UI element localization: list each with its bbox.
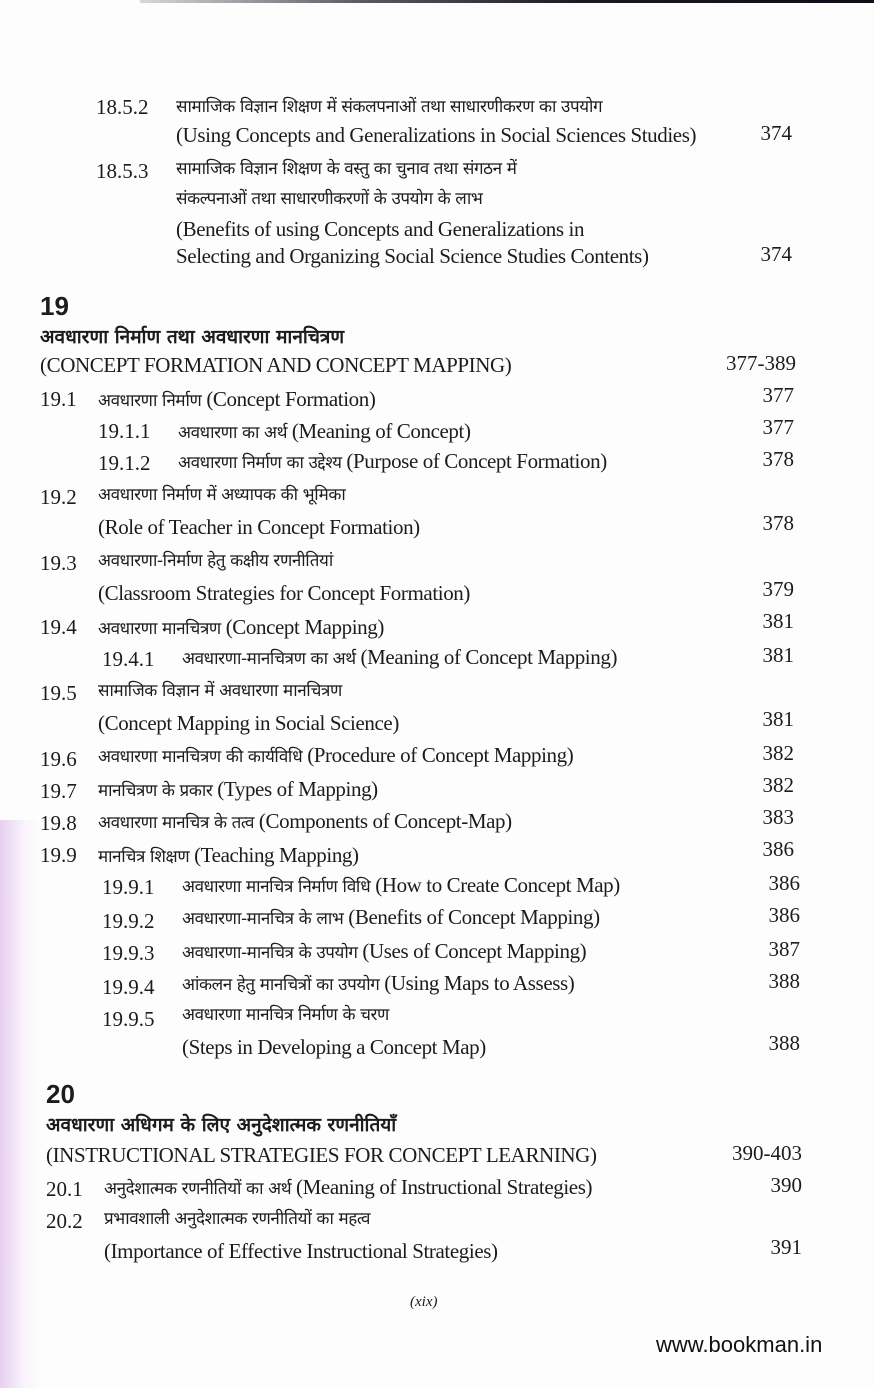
- entry-page: 386: [768, 871, 800, 895]
- entry-number: 19.9.4: [102, 975, 155, 999]
- entry-title-hindi-cont: संकल्पनाओं तथा साधारणीकरणों के उपयोग के लाभ: [176, 189, 483, 209]
- entry-title-hindi: अवधारणा-मानचित्र के उपयोग: [182, 943, 358, 963]
- chapter-number: 20: [46, 1079, 75, 1109]
- entry-title: [98, 614, 384, 642]
- entry-title: [182, 970, 574, 998]
- entry-number: 19.9.2: [102, 909, 155, 933]
- entry-title-english: (Purpose of Concept Formation): [346, 449, 607, 473]
- entry-title-english: (Using Concepts and Generalizations in Social Sciences Studies): [176, 123, 697, 147]
- entry-title-hindi: अनुदेशात्मक रणनीतियों का अर्थ: [104, 1179, 292, 1199]
- entry-page: 379: [762, 577, 794, 601]
- entry-number: 19.4.1: [102, 647, 155, 671]
- entry-title-english: (Classroom Strategies for Concept Formation): [98, 581, 470, 605]
- entry-title-english: (How to Create Concept Map): [375, 873, 620, 897]
- entry-title-hindi: सामाजिक विज्ञान शिक्षण में संकलपनाओं तथा साधारणीकरण का उपयोग: [176, 97, 603, 117]
- entry-title: [182, 904, 600, 932]
- page-number: (xix): [410, 1294, 438, 1310]
- entry-number: 19.9.3: [102, 941, 155, 965]
- entry-number: 19.9.5: [102, 1007, 155, 1031]
- entry-number: 19.9.1: [102, 875, 155, 899]
- chapter-title-hindi: अवधारणा अधिगम के लिए अनुदेशात्मक रणनीतियाँ: [46, 1114, 397, 1136]
- page-edge-shadow: [140, 0, 874, 3]
- entry-number: 19.7: [40, 779, 77, 803]
- entry-title-hindi: अवधारणा मानचित्र के तत्व: [98, 813, 255, 833]
- entry-title-english: (Steps in Developing a Concept Map): [182, 1035, 486, 1059]
- entry-title-english: (Uses of Concept Mapping): [362, 939, 587, 963]
- entry-number: 18.5.3: [96, 159, 149, 183]
- entry-title: [178, 448, 607, 476]
- entry-title-hindi: मानचित्र शिक्षण: [98, 847, 190, 867]
- entry-title-hindi: मानचित्रण के प्रकार: [98, 781, 213, 801]
- entry-page: 377: [762, 383, 794, 407]
- entry-title-hindi: सामाजिक विज्ञान में अवधारणा मानचित्रण: [98, 681, 342, 701]
- entry-page: 386: [762, 837, 794, 861]
- entry-number: 19.9: [40, 843, 77, 867]
- entry-title-english: (Importance of Effective Instructional Strategies): [104, 1239, 498, 1263]
- entry-title-hindi: अवधारणा निर्माण में अध्यापक की भूमिका: [98, 485, 346, 505]
- entry-title-hindi: अवधारणा-निर्माण हेतु कक्षीय रणनीतियां: [98, 551, 333, 571]
- entry-title: [98, 808, 512, 836]
- entry-title-english: (Meaning of Concept Mapping): [360, 645, 618, 669]
- entry-title: [182, 644, 617, 672]
- entry-title-english: (Benefits of Concept Mapping): [348, 905, 600, 929]
- entry-page: 381: [762, 707, 794, 731]
- chapter-title-hindi: अवधारणा निर्माण तथा अवधारणा मानचित्रण: [40, 326, 345, 348]
- entry-title-hindi: अवधारणा मानचित्र निर्माण के चरण: [182, 1005, 389, 1025]
- entry-title-hindi: अवधारणा मानचित्रण की कार्यविधि: [98, 747, 303, 767]
- entry-page: 383: [762, 805, 794, 829]
- chapter-number: 19: [40, 291, 69, 321]
- entry-page: 377: [762, 415, 794, 439]
- entry-number: 19.3: [40, 551, 77, 575]
- entry-title: [104, 1174, 592, 1202]
- entry-page: 382: [762, 773, 794, 797]
- entry-title-english: (Concept Mapping): [225, 615, 384, 639]
- entry-title: [182, 872, 620, 900]
- entry-page: 381: [762, 643, 794, 667]
- entry-page: 374: [760, 121, 792, 145]
- entry-number: 19.1.2: [98, 451, 151, 475]
- entry-number: 19.8: [40, 811, 77, 835]
- entry-title-english: (Concept Formation): [206, 387, 376, 411]
- entry-title: [98, 386, 375, 414]
- chapter-pages: 377-389: [726, 351, 796, 375]
- entry-page: 388: [768, 969, 800, 993]
- entry-title-english: (Meaning of Instructional Strategies): [296, 1175, 593, 1199]
- entry-title-english: (Teaching Mapping): [194, 843, 359, 867]
- entry-page: 388: [768, 1031, 800, 1055]
- entry-page: 386: [768, 903, 800, 927]
- entry-title-english: (Meaning of Concept): [291, 419, 471, 443]
- entry-number: 19.1: [40, 387, 77, 411]
- chapter-pages: 390-403: [732, 1141, 802, 1165]
- entry-page: 378: [762, 447, 794, 471]
- entry-title-hindi: अवधारणा का अर्थ: [178, 423, 288, 443]
- entry-title-hindi: अवधारणा मानचित्र निर्माण विधि: [182, 877, 371, 897]
- entry-title: [98, 776, 378, 804]
- entry-page: 387: [768, 937, 800, 961]
- chapter-title-english: (CONCEPT FORMATION AND CONCEPT MAPPING): [40, 353, 512, 377]
- entry-title-hindi: अवधारणा निर्माण का उद्देश्य: [178, 453, 342, 473]
- brand-watermark: www.bookman.in: [656, 1332, 823, 1357]
- entry-number: 19.2: [40, 485, 77, 509]
- entry-number: 19.1.1: [98, 419, 151, 443]
- entry-title: [98, 842, 359, 870]
- entry-title-hindi: अवधारणा मानचित्रण: [98, 619, 221, 639]
- entry-number: 19.5: [40, 681, 77, 705]
- entry-number: 20.2: [46, 1209, 83, 1233]
- entry-number: 19.6: [40, 747, 77, 771]
- entry-title-hindi: आंकलन हेतु मानचित्रों का उपयोग: [182, 975, 380, 995]
- entry-title-english: (Concept Mapping in Social Science): [98, 711, 399, 735]
- entry-title-hindi: अवधारणा-मानचित्रण का अर्थ: [182, 649, 356, 669]
- entry-title-hindi: अवधारणा निर्माण: [98, 391, 202, 411]
- entry-title-hindi: अवधारणा-मानचित्र के लाभ: [182, 909, 344, 929]
- entry-page: 381: [762, 609, 794, 633]
- entry-title-hindi: सामाजिक विज्ञान शिक्षण के वस्तु का चुनाव तथा संगठन में: [176, 159, 517, 179]
- entry-title-english: (Role of Teacher in Concept Formation): [98, 515, 420, 539]
- entry-page: 390: [770, 1173, 802, 1197]
- page-edge-tint: [0, 820, 40, 1388]
- chapter-title-english: (INSTRUCTIONAL STRATEGIES FOR CONCEPT LEARNING): [46, 1143, 597, 1167]
- entry-title-english: (Using Maps to Assess): [384, 971, 575, 995]
- entry-page: 382: [762, 741, 794, 765]
- entry-title-hindi: प्रभावशाली अनुदेशात्मक रणनीतियों का महत्व: [104, 1209, 371, 1229]
- entry-number: 18.5.2: [96, 95, 149, 119]
- entry-title-english: (Procedure of Concept Mapping): [307, 743, 574, 767]
- entry-title-english: (Benefits of using Concepts and Generalizations in: [176, 217, 585, 241]
- entry-number: 20.1: [46, 1177, 83, 1201]
- entry-number: 19.4: [40, 615, 77, 639]
- entry-title: [98, 742, 573, 770]
- entry-title-english-cont: Selecting and Organizing Social Science Studies Contents): [176, 244, 649, 268]
- entry-title: [182, 938, 586, 966]
- entry-title: [178, 418, 471, 446]
- entry-page: 378: [762, 511, 794, 535]
- entry-title-english: (Types of Mapping): [217, 777, 378, 801]
- entry-title-english: (Components of Concept-Map): [258, 809, 512, 833]
- entry-page: 374: [760, 242, 792, 266]
- entry-page: 391: [770, 1235, 802, 1259]
